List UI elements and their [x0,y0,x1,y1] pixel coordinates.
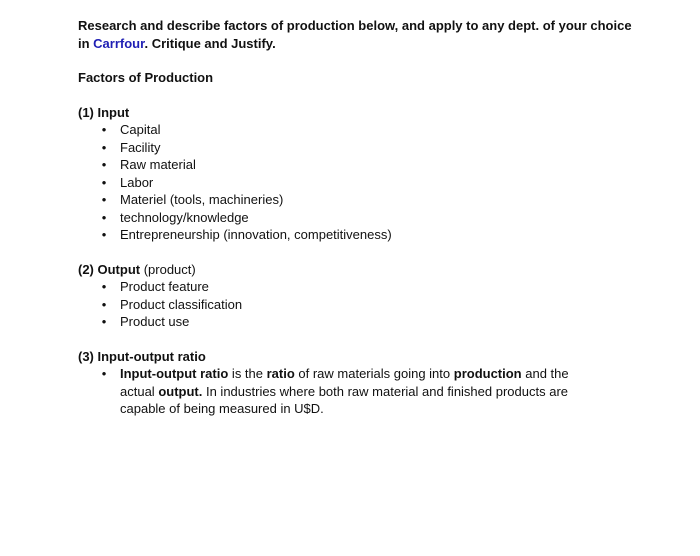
ratio-text: of raw materials going into [294,366,454,381]
list-item [78,278,638,296]
ratio-heading: (3) Input-output ratio [78,348,206,364]
list-item [78,139,638,157]
ratio-text: is the [228,366,267,381]
intro-paragraph [78,17,638,52]
list-item [78,156,638,174]
list-item [78,226,638,244]
output-heading-rest: (product) [140,261,196,277]
ratio-definition [78,365,600,418]
bullet-icon: • [101,122,107,137]
bullet-icon: • [101,296,107,312]
ratio-text: In industries where both raw material and finished products are capable of being measured in U$D. [120,383,568,416]
document-page [78,17,638,418]
list-item-text: Product classification [120,296,243,312]
list-item-text: Materiel (tools, machineries) [120,192,284,207]
bullet-icon: • [101,157,107,172]
bullet-icon: • [101,227,107,242]
bullet-icon: • [101,192,107,207]
list-item [78,121,638,139]
intro-text-before: Research and describe factors of production below, and apply to any dept. of your choice in [78,18,632,51]
bullet-icon: • [101,279,107,294]
output-heading [78,261,638,279]
list-item-text: Entrepreneurship (innovation, competitiveness) [120,227,392,242]
list-item [78,191,638,209]
bullet-icon: • [101,209,107,225]
section-title: Factors of Production [78,70,214,85]
company-name: Carrfour [93,35,145,51]
list-item-text: technology/knowledge [120,209,249,225]
list-item [78,313,638,331]
list-item-text: Product feature [120,279,209,294]
bullet-icon: • [101,174,107,190]
bullet-icon: • [101,314,107,329]
ratio-text: and the actual [120,366,569,399]
list-item [78,296,638,314]
list-item-text: Product use [120,314,190,329]
production-word: production [453,366,522,381]
list-item-text: Raw material [120,157,196,172]
input-heading: (1) Input [78,104,130,120]
output-heading-bold: (2) Output [78,261,141,277]
bullet-icon: • [101,366,107,381]
output-word: output. [158,383,203,399]
list-item-text: Labor [120,174,154,190]
output-list [78,278,638,331]
list-item-text: Capital [120,122,161,137]
intro-text-after: . Critique and Justify. [144,35,276,51]
list-item [78,174,638,192]
bullet-icon: • [101,139,107,155]
list-item-text: Facility [120,139,161,155]
ratio-term: Input-output ratio [120,366,229,381]
list-item [78,209,638,227]
input-list [78,121,638,244]
ratio-word: ratio [266,366,295,381]
